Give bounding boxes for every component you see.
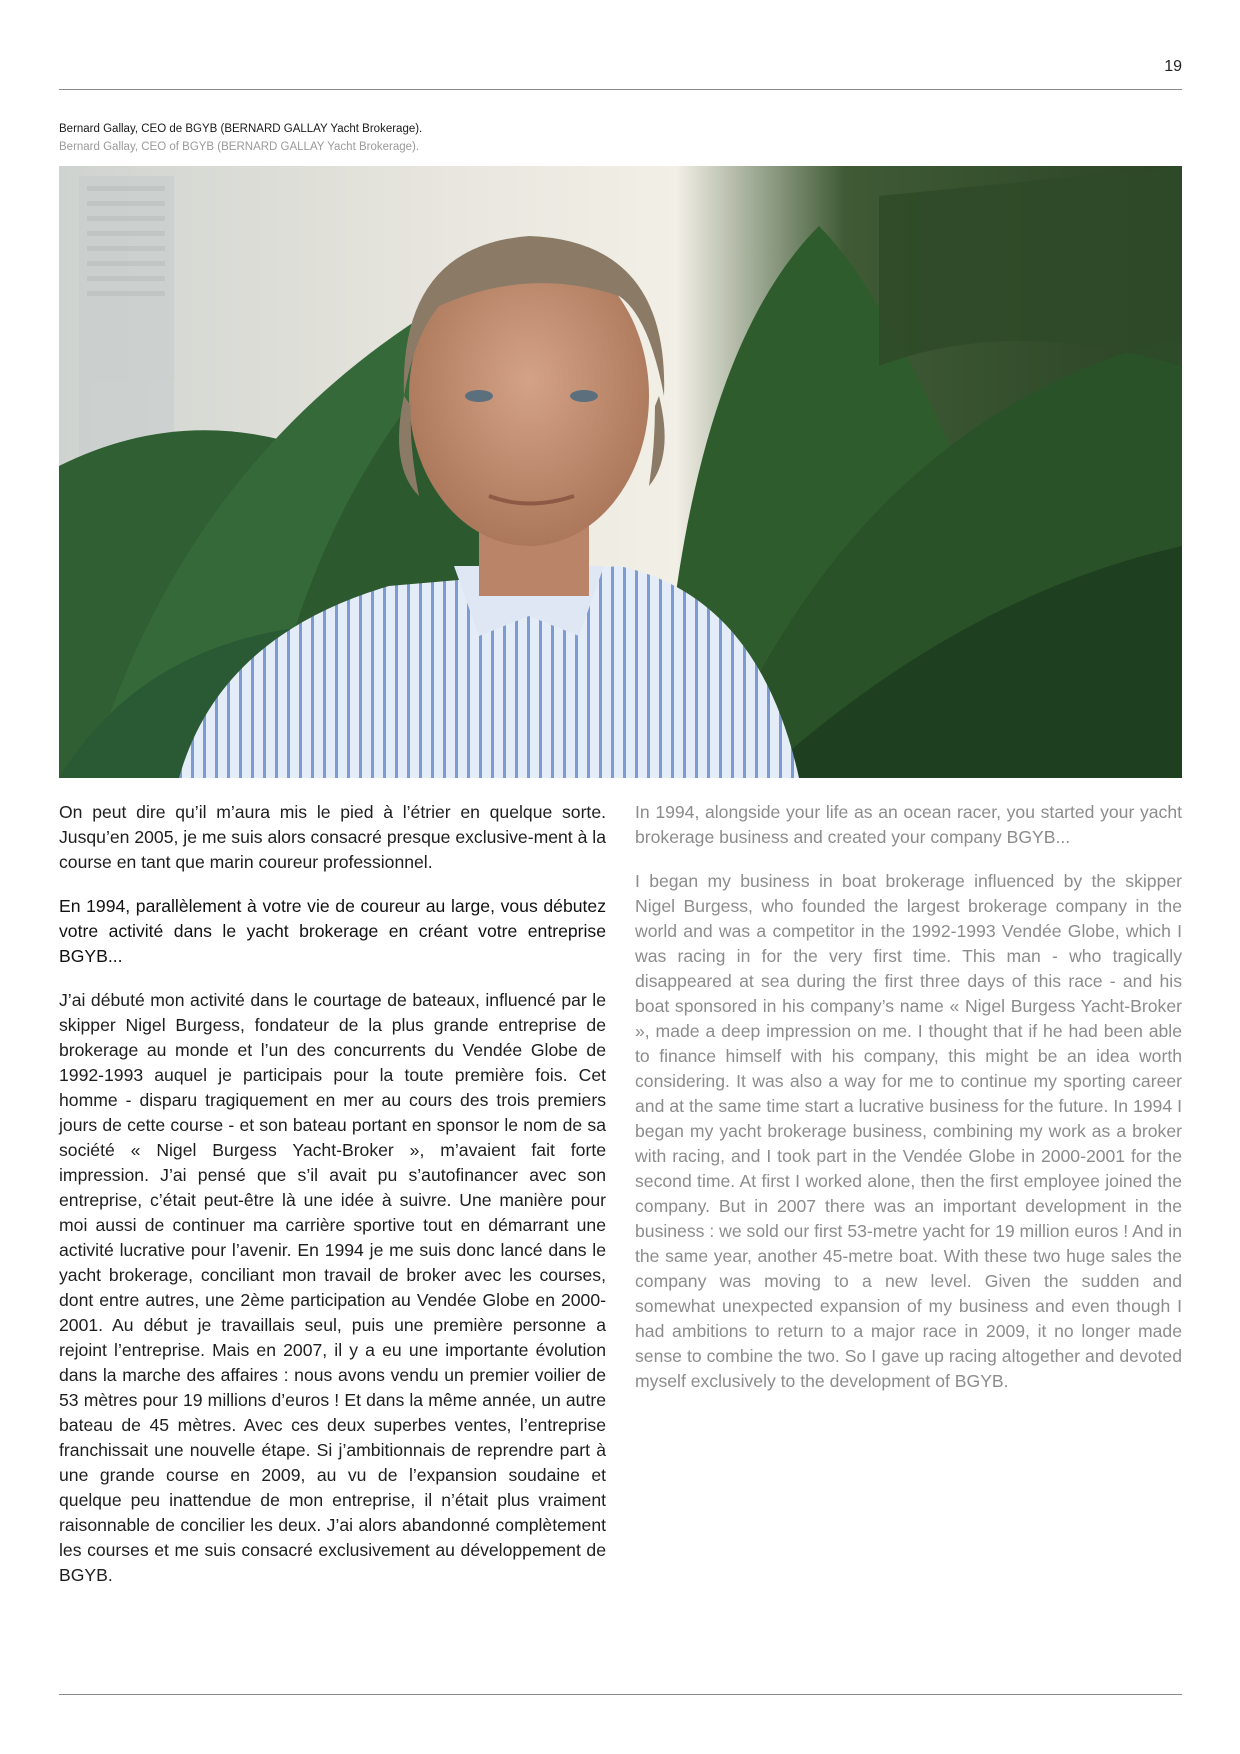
portrait-photo [59, 166, 1182, 778]
footer-rule [59, 1694, 1182, 1695]
english-column [635, 800, 1182, 1413]
french-column [59, 800, 606, 1607]
caption-french: Bernard Gallay, CEO de BGYB (BERNARD GALLAY Yacht Brokerage). [59, 123, 423, 135]
photo-caption [59, 120, 422, 156]
page-number: 19 [1164, 58, 1182, 75]
header-rule [59, 89, 1182, 90]
portrait-illustration [59, 166, 1182, 778]
french-paragraph: On peut dire qu’il m’aura mis le pied à l’étrier en quelque sorte. Jusqu’en 2005, je me suis alors consacré presque exclusive-ment à la course en tant que marin coureur professionnel. [59, 802, 606, 872]
english-paragraph: I began my business in boat brokerage influenced by the skipper Nigel Burgess, who founded the largest brokerage company in the world and was a competitor in the 1992-1993 Vendée Globe, which I was racing in for the very first time. This man - who tragically disappeared at sea during the first three days of this race - and his boat sponsored in his company’s name « Nigel Burgess Yacht-Broker », made a deep impression on me. I thought that if he had been able to finance himself with his company, this might be an idea worth considering. It was also a way for me to continue my sporting career and at the same time start a lucrative business for the future. In 1994 I began my yacht brokerage business, combining my work as a broker with racing, and I took part in the Vendée Globe in 2000-2001 for the second time. At first I worked alone, then the first employee joined the company. But in 2007 there was an important development in the business : we sold our first 53-metre yacht for 19 million euros ! And in the same year, another 45-metre boat. With these two huge sales the company was moving to a new level. Given the sudden and somewhat unexpected expansion of my business and even though I had ambitions to return to a major race in 2009, it no longer made sense to combine the two. So I gave up racing altogether and devoted myself exclusively to the development of BGYB. [635, 871, 1182, 1391]
french-paragraph: J’ai débuté mon activité dans le courtage de bateaux, influencé par le skipper Nigel Burgess, fondateur de la plus grande entreprise de brokerage au monde et l’un des concurrents du Vendée Globe de 1992-1993 auquel je participais pour la toute première fois. Cet homme - disparu tragiquement en mer au cours des trois premiers jours de cette course - et son bateau portant en sponsor le nom de sa société « Nigel Burgess Yacht-Broker », m’avaient fait forte impression. J’ai pensé que s’il avait pu s’autofinancer avec son entreprise, c’était peut-être là une idée à suivre. Une manière pour moi aussi de continuer ma carrière sportive tout en démarrant une activité lucrative pour l’avenir. En 1994 je me suis donc lancé dans le yacht brokerage, conciliant mon travail de broker avec les courses, dont entre autres, une 2ème participation au Vendée Globe en 2000-2001. Au début je travaillais seul, puis une première personne a rejoint l’entreprise. Mais en 2007, il y a eu une importante évolution dans la marche des affaires : nous avons vendu un premier voilier de 53 mètres pour 19 millions d’euros ! Et dans la même année, un autre bateau de 45 mètres. Avec ces deux superbes ventes, l’entreprise franchissait une nouvelle étape. Si j’ambitionnais de reprendre part à une grande course en 2009, au vu de l’expansion soudaine et quelque peu inattendue de mon entreprise, il n’était plus vraiment raisonnable de concilier les deux. J’ai alors abandonné complètement les courses et me suis consacré exclusivement au développement de BGYB. [59, 990, 606, 1585]
french-question: En 1994, parallèlement à votre vie de coureur au large, vous débutez votre activité dans le yacht brokerage en créant votre entreprise BGYB... [59, 896, 606, 966]
english-question: In 1994, alongside your life as an ocean racer, you started your yacht brokerage business and created your company BGYB... [635, 802, 1182, 847]
caption-english: Bernard Gallay, CEO of BGYB (BERNARD GALLAY Yacht Brokerage). [59, 141, 420, 153]
